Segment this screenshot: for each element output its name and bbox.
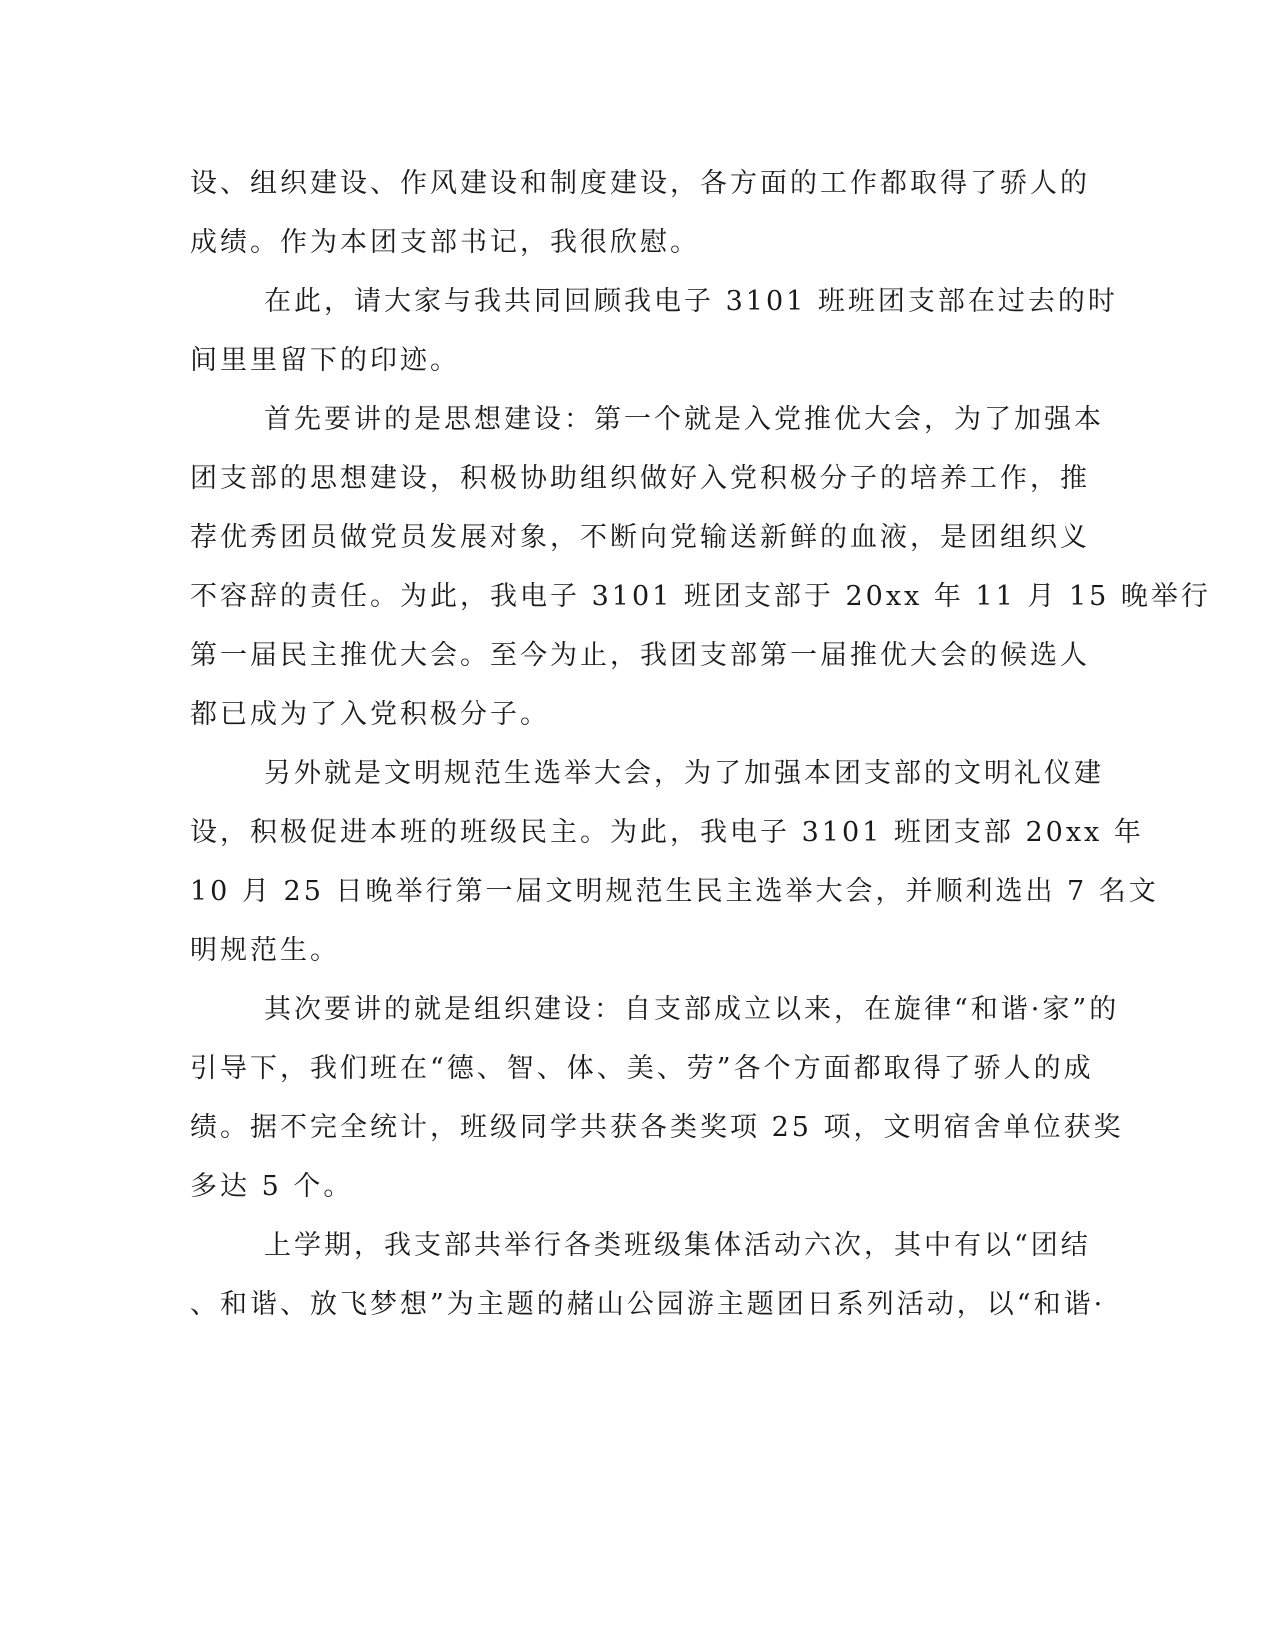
text-line: 荐优秀团员做党员发展对象，不断向党输送新鲜的血液，是团组织义 bbox=[190, 522, 1090, 553]
text-line: 设，积极促进本班的班级民主。为此，我电子 3101 班团支部 20xx 年 bbox=[190, 817, 1144, 848]
text-line: 绩。据不完全统计，班级同学共获各类奖项 25 项，文明宿舍单位获奖 bbox=[190, 1112, 1124, 1143]
text-line: 10 月 25 日晚举行第一届文明规范生民主选举大会，并顺利选出 7 名文 bbox=[190, 876, 1159, 907]
text-line: 明规范生。 bbox=[190, 935, 340, 966]
paragraph-start-line: 上学期，我支部共举行各类班级集体活动六次，其中有以“团结 bbox=[264, 1230, 1091, 1261]
paragraph-start-line: 另外就是文明规范生选举大会，为了加强本团支部的文明礼仪建 bbox=[264, 758, 1104, 789]
text-line: 都已成为了入党积极分子。 bbox=[190, 699, 550, 730]
paragraph-start-line: 首先要讲的是思想建设：第一个就是入党推优大会，为了加强本 bbox=[264, 404, 1104, 435]
text-line: 不容辞的责任。为此，我电子 3101 班团支部于 20xx 年 11 月 15 晚举行 bbox=[190, 581, 1211, 612]
text-line: 间里里留下的印迹。 bbox=[190, 345, 460, 376]
text-line: 设、组织建设、作风建设和制度建设，各方面的工作都取得了骄人的 bbox=[190, 168, 1090, 199]
text-line: 第一届民主推优大会。至今为止，我团支部第一届推优大会的候选人 bbox=[190, 640, 1090, 671]
text-line: 团支部的思想建设，积极协助组织做好入党积极分子的培养工作，推 bbox=[190, 463, 1090, 494]
text-line: 多达 5 个。 bbox=[190, 1171, 354, 1202]
paragraph-start-line: 其次要讲的就是组织建设：自支部成立以来，在旋律“和谐·家”的 bbox=[264, 994, 1120, 1025]
text-line: 引导下，我们班在“德、智、体、美、劳”各个方面都取得了骄人的成 bbox=[190, 1053, 1094, 1084]
text-line: 、和谐、放飞梦想”为主题的赭山公园游主题团日系列活动，以“和谐· bbox=[190, 1289, 1106, 1320]
paragraph-start-line: 在此，请大家与我共同回顾我电子 3101 班班团支部在过去的时 bbox=[264, 286, 1118, 317]
text-line: 成绩。作为本团支部书记，我很欣慰。 bbox=[190, 227, 700, 258]
